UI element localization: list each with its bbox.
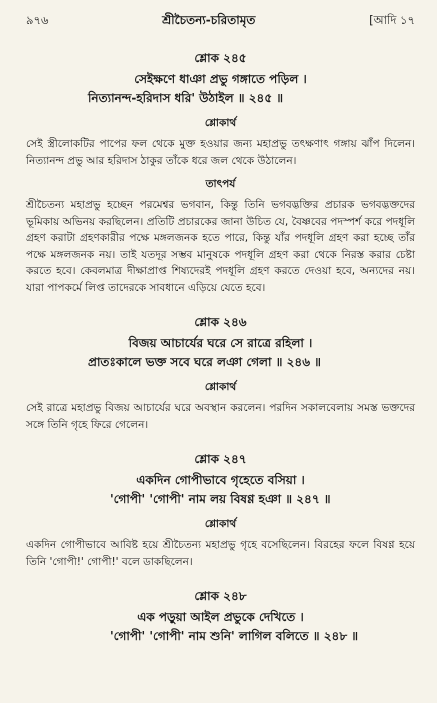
verse-line: একদিন গোপীভাবে গৃহেতে বসিয়া । xyxy=(136,473,305,487)
section-reference: [আদি ১৭ xyxy=(369,13,415,27)
verse-line: 'গোপী' 'গোপী' নাম লয় বিষণ্ণ হঞা ॥ ২৪৭ ॥ xyxy=(110,492,331,506)
verse-line: প্রাতঃকালে ভক্ত সবে ঘরে লঞা গেলা ॥ ২৪৬ ॥ xyxy=(88,355,321,369)
verse-line: সেইক্ষণে ধাঞা প্রভু গঙ্গাতে পড়িল । xyxy=(134,72,307,86)
sloka-block-245 xyxy=(26,50,415,296)
sloka-block-246 xyxy=(26,314,415,433)
verse-line: 'গোপী' 'গোপী' নাম শুনি' লাগিল বলিতে ॥ ২৪৮ ॥ xyxy=(110,629,359,643)
purport-label: তাৎপর্য xyxy=(205,178,236,190)
translation-text: সেই স্ত্রীলোকটির পাপের ফল থেকে মুক্ত হওয়ার জন্য মহাপ্রভু তৎক্ষণাৎ গঙ্গায় ঝাঁপ দিলেন। নিত্যানন্দ প্রভু আর হরিদাস ঠাকুর তাঁকে ধরে জল থেকে উঠালেন। xyxy=(26,138,415,167)
sloka-number: শ্লোক ২৪৬ xyxy=(194,315,247,329)
sloka-block-247 xyxy=(26,451,415,570)
verse-line: নিত্যানন্দ-হরিদাস ধরি' উঠাইল ॥ ২৪৫ ॥ xyxy=(88,91,284,105)
verse-text xyxy=(26,334,415,372)
translation-label: শ্লোকার্থ xyxy=(204,518,237,530)
translation-label: শ্লোকার্থ xyxy=(204,117,237,129)
verse-text xyxy=(26,471,415,509)
sloka-number: শ্লোক ২৪৮ xyxy=(194,589,247,603)
page-header xyxy=(26,12,415,32)
translation-text: সেই রাত্রে মহাপ্রভু বিজয় আচার্যের ঘরে অবস্থান করলেন। পরদিন সকালবেলায় সমস্ত ভক্তদের সঙ্গে তিনি গৃহে ফিরে গেলেন। xyxy=(26,402,415,431)
verse-line: এক পড়ুয়া আইল প্রভুকে দেখিতে । xyxy=(137,610,304,624)
translation-label: শ্লোকার্থ xyxy=(204,381,237,393)
verse-text xyxy=(26,70,415,108)
page-number: ৯৭৬ xyxy=(26,13,49,27)
sloka-number: শ্লোক ২৪৫ xyxy=(194,51,247,65)
purport-text: শ্রীচৈতন্য মহাপ্রভু হচ্ছেন পরমেশ্বর ভগবান, কিন্তু তিনি ভগবদ্ভক্তির প্রচারক ভগবদ্ভক্তদের ভূমিকায় অভিনয় করছিলেন। প্রতিটি প্রচারকের জানা উচিত যে, বৈষ্ণবের পদস্পর্শ করে পদধূলি গ্রহণ করাটা গ্রহণকারীর পক্ষে মঙ্গলজনক হতে পারে, কিন্তু যাঁর পদধূলি গ্রহণ করা হচ্ছে তাঁর পক্ষে মঙ্গলজনক নয়। তাই যতদূর সম্ভব মানুষকে পদধূলি গ্রহণ করা থেকে নিরস্ত করার চেষ্টা করতে হবে। কেবলমাত্র দীক্ষাপ্রাপ্ত শিষ্যদেরই পদধূলি গ্রহণ করতে দেওয়া হবে, অন্যদের নয়। যারা পাপকর্মে লিপ্ত তাদেরকে সাবধানে এড়িয়ে যেতে হবে। xyxy=(26,199,415,294)
sloka-block-248 xyxy=(26,588,415,646)
verse-text xyxy=(26,608,415,646)
sloka-number: শ্লোক ২৪৭ xyxy=(194,452,247,466)
running-title: শ্রীচৈতন্য-চরিতামৃত xyxy=(162,13,256,27)
translation-text: একদিন গোপীভাবে আবিষ্ট হয়ে শ্রীচৈতন্য মহাপ্রভু গৃহে বসেছিলেন। বিরহের ফলে বিষণ্ণ হয়ে তিনি 'গোপী!' গোপী!' বলে ডাকছিলেন। xyxy=(26,539,415,568)
verse-line: বিজয় আচার্যের ঘরে সে রাত্রে রহিলা । xyxy=(128,336,313,350)
